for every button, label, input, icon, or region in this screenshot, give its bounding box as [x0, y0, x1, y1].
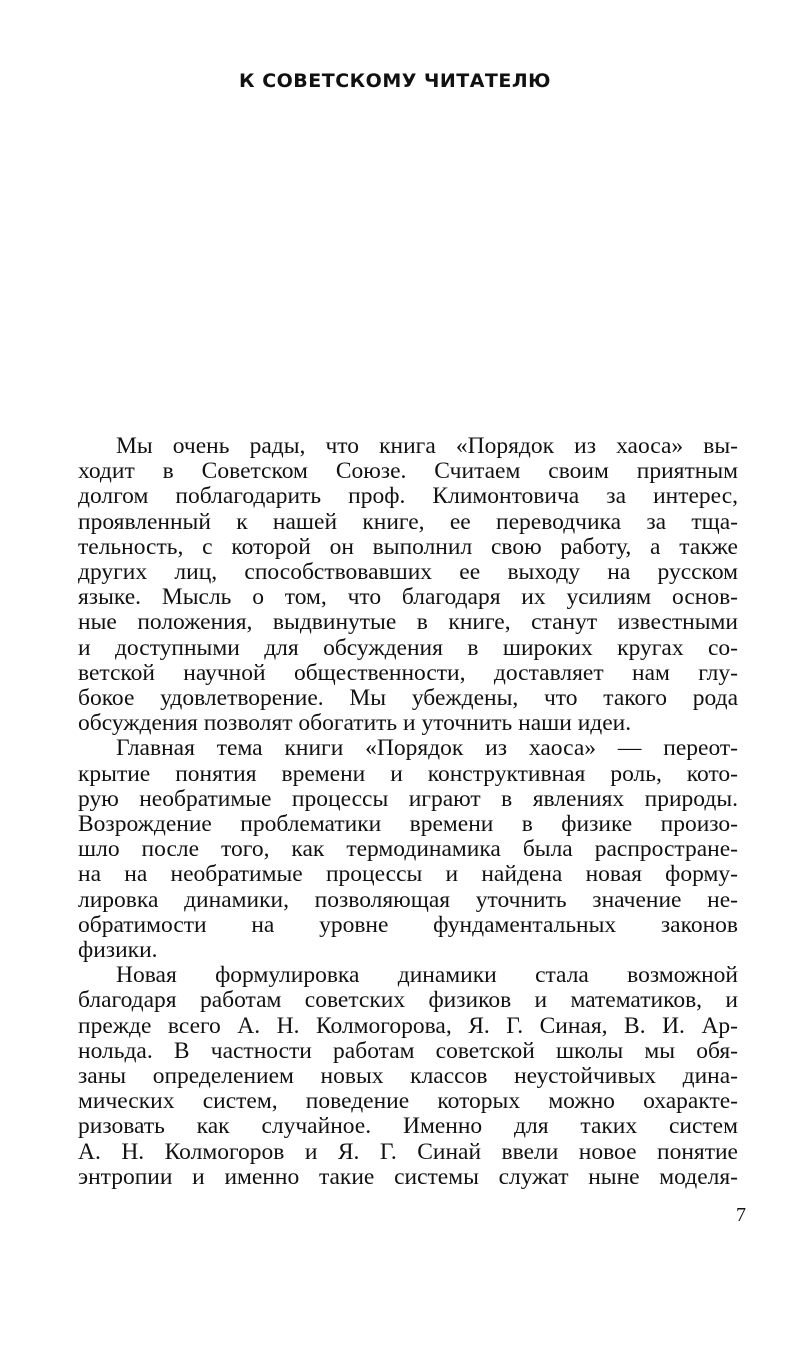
text-line: энтропии и именно такие системы служат ныне моделя-: [78, 1163, 738, 1190]
text-line: А. Н. Колмогоров и Я. Г. Синай ввели новое понятие: [78, 1138, 738, 1165]
text-line: языке. Мысль о том, что благодаря их усилиям основ-: [78, 584, 738, 611]
text-line: крытие понятия времени и конструктивная роль, кото-: [78, 760, 738, 787]
text-line: шло после того, как термодинамика была распростране-: [78, 836, 738, 863]
text-line: ветской научной общественности, доставляет нам глу-: [78, 659, 738, 686]
text-line: и доступными для обсуждения в широких кругах со-: [78, 634, 738, 661]
body-text: [78, 434, 738, 1190]
page-number: 7: [736, 1204, 746, 1226]
text-line: ходит в Советском Союзе. Считаем своим приятным: [78, 458, 738, 485]
text-line: на на необратимые процессы и найдена новая форму-: [78, 861, 738, 888]
page-heading: К СОВЕТСКОМУ ЧИТАТЕЛЮ: [239, 70, 551, 92]
text-line: Новая формулировка динамики стала возможной: [116, 962, 738, 989]
paragraph-2: [78, 736, 738, 963]
text-line: Мы очень рады, что книга «Порядок из хаоса» вы-: [116, 433, 738, 459]
text-line: физики.: [78, 937, 158, 964]
text-line: заны определением новых классов неустойчивых дина-: [78, 1063, 738, 1090]
text-line: благодаря работам советских физиков и математиков, и: [78, 987, 738, 1014]
text-line: бокое удовлетворение. Мы убеждены, что такого рода: [78, 685, 738, 712]
text-line: долгом поблагодарить проф. Климонтовича за интерес,: [78, 483, 738, 510]
text-line: рую необратимые процессы играют в явлениях природы.: [78, 785, 738, 812]
text-line: прежде всего А. Н. Колмогорова, Я. Г. Синая, В. И. Ар-: [78, 1012, 738, 1039]
text-line: мических систем, поведение которых можно охаракте-: [78, 1088, 738, 1115]
text-line: обратимости на уровне фундаментальных законов: [78, 911, 738, 938]
paragraph-1: [78, 434, 738, 736]
text-line: лировка динамики, позволяющая уточнить значение не-: [78, 886, 738, 913]
text-line: других лиц, способствовавших ее выходу на русском: [78, 559, 738, 586]
text-line: обсуждения позволят обогатить и уточнить наши идеи.: [78, 710, 632, 737]
text-line: Возрождение проблематики времени в физике произо-: [78, 811, 738, 838]
text-line: ризовать как случайное. Именно для таких систем: [78, 1113, 738, 1140]
text-line: нольда. В частности работам советской школы мы обя-: [78, 1037, 738, 1064]
paragraph-3: [78, 963, 738, 1190]
text-line: тельность, с которой он выполнил свою работу, а также: [78, 533, 738, 560]
text-line: проявленный к нашей книге, ее переводчика за тща-: [78, 508, 738, 535]
text-line: Главная тема книги «Порядок из хаоса» — переот-: [116, 735, 738, 762]
text-line: ные положения, выдвинутые в книге, станут известными: [78, 609, 738, 636]
